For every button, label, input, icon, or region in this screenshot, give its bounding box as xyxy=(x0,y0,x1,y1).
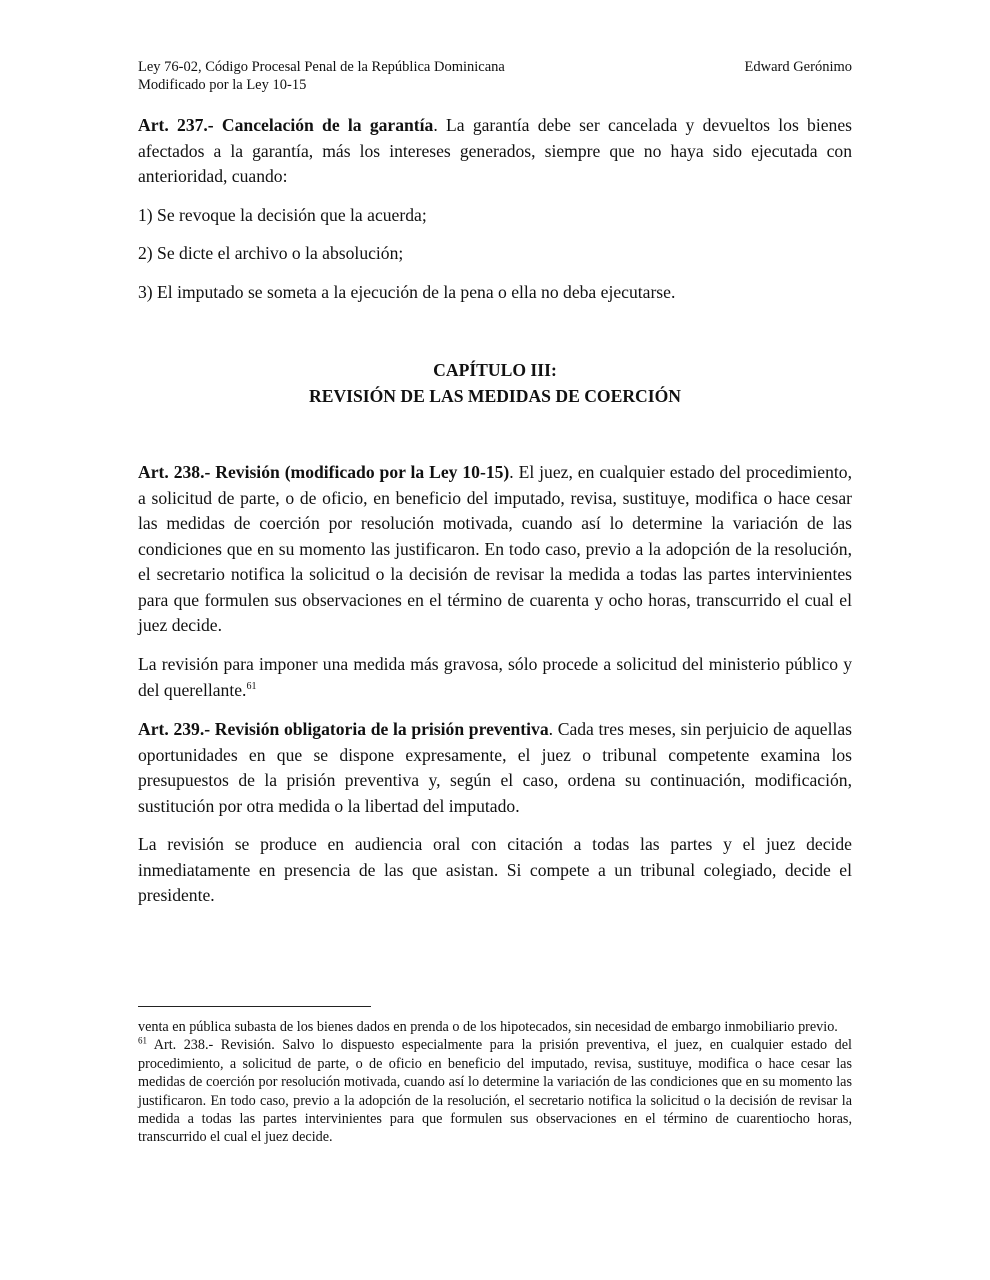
chapter-heading xyxy=(138,358,852,409)
header-left xyxy=(138,58,698,94)
list-item: 2) Se dicte el archivo o la absolución; xyxy=(138,243,404,263)
footnote-61-number: 61 xyxy=(138,1035,147,1046)
header-law-title: Ley 76-02, Código Procesal Penal de la República Dominicana xyxy=(138,59,505,75)
article-238 xyxy=(138,460,852,639)
article-239-paragraph xyxy=(138,717,852,819)
footnote-reference-61[interactable]: 61 xyxy=(246,680,257,692)
article-238-para2-text: La revisión para imponer una medida más gravosa, sólo procede a solicitud del ministerio público y del querellante. xyxy=(138,654,852,700)
article-237-text: . La garantía debe ser cancelada y devueltos los bienes afectados a la garantía, más los intereses generados, siempre que no haya sido ejecutada con anterioridad, cuando: xyxy=(138,115,852,186)
header-author: Edward Gerónimo xyxy=(744,59,852,75)
article-239-heading: Art. 239.- Revisión obligatoria de la prisión preventiva xyxy=(138,719,549,739)
list-item: 1) Se revoque la decisión que la acuerda; xyxy=(138,205,427,225)
article-237-heading: Art. 237.- Cancelación de la garantía xyxy=(138,115,434,135)
article-237-paragraph xyxy=(138,113,852,190)
article-237-item-3 xyxy=(138,280,852,306)
article-237-item-1 xyxy=(138,203,852,229)
article-239-para2-text: La revisión se produce en audiencia oral con citación a todas las partes y el juez decide inmediatamente en presencia de las que asistan. Si compete a un tribunal colegiado, decide el presidente. xyxy=(138,834,852,905)
article-238-paragraph xyxy=(138,460,852,639)
article-238-heading: Art. 238.- Revisión (modificado por la Ley 10-15) xyxy=(138,462,510,482)
article-239-paragraph-2 xyxy=(138,832,852,909)
header-modification-note: Modificado por la Ley 10-15 xyxy=(138,77,307,93)
footnote-separator xyxy=(138,1006,371,1007)
article-239 xyxy=(138,717,852,819)
chapter-number: CAPÍTULO III: xyxy=(433,360,557,380)
article-239-text: . Cada tres meses, sin perjuicio de aquellas oportunidades en que se dispone expresamente, el juez o tribunal competente examina los presupuestos de la prisión preventiva y, según el caso, ordena su continuación, modificación, sustitución por otra medida o la libertad del imputado. xyxy=(138,719,852,816)
article-238-paragraph-2 xyxy=(138,652,852,703)
list-item: 3) El imputado se someta a la ejecución de la pena o ella no deba ejecutarse. xyxy=(138,282,676,302)
article-238-text: . El juez, en cualquier estado del procedimiento, a solicitud de parte, o de oficio, en beneficio del imputado, revisa, sustituye, modifica o hace cesar las medidas de coerción por resolución motivada, cuando así lo determine la variación de las condiciones que en su momento las justificaron. En todo caso, previo a la adopción de la resolución, el secretario notifica la solicitud o la decisión de revisar la medida a todas las partes intervinientes para que formulen sus observaciones en el término de cuarenta y ocho horas, transcurrido el cual el juez decide. xyxy=(138,462,852,635)
footnote-61 xyxy=(138,1036,852,1146)
footnote-61-text: Art. 238.- Revisión. Salvo lo dispuesto especialmente para la prisión preventiva, el juez, en cualquier estado del procedimiento, a solicitud de parte, o de oficio en beneficio del imputado, revisa, sustituye, modifica o hace cesar las medidas de coerción por resolución motivada, cuando así lo determine la variación de las condiciones que en su momento las justificaron. En todo caso, previo a la adopción de la resolución, el secretario notifica la solicitud o la decisión de revisar la medida a todas las partes intervinientes para que formulen sus observaciones en el término de cuarentiocho horas, transcurrido el cual el juez decide. xyxy=(138,1037,852,1146)
article-238-paragraph-2-text xyxy=(138,652,852,703)
article-237-item-2 xyxy=(138,241,852,267)
footnote-continued: venta en pública subasta de los bienes dados en prenda o de los hipotecados, sin necesidad de embargo inmobiliario previo. xyxy=(138,1019,838,1035)
article-237 xyxy=(138,113,852,190)
footnotes-section xyxy=(138,1018,852,1147)
chapter-title: REVISIÓN DE LAS MEDIDAS DE COERCIÓN xyxy=(309,385,681,406)
